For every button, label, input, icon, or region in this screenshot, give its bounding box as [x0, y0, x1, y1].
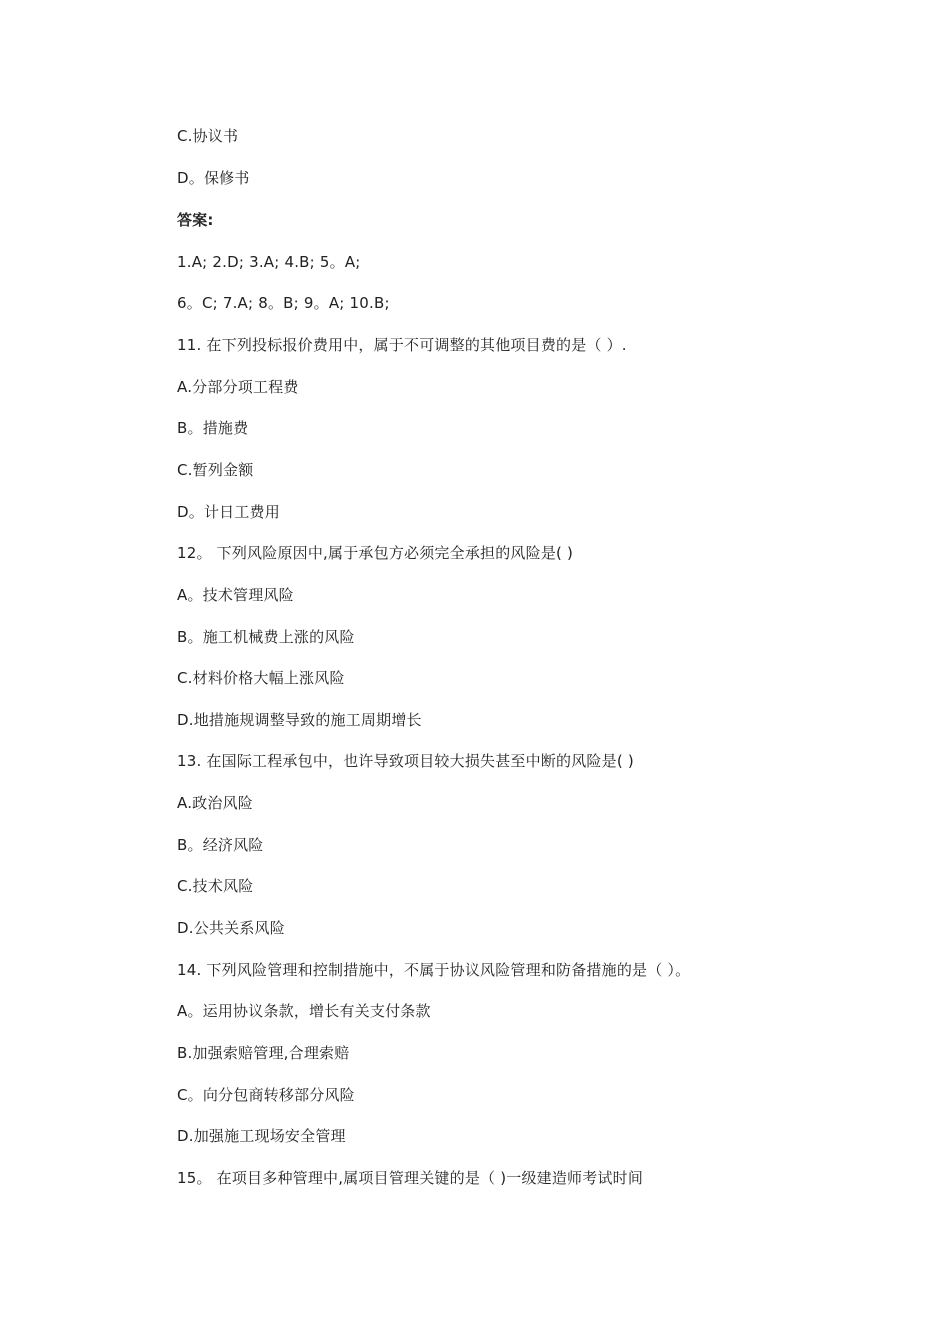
- question-13: 13. 在国际工程承包中，也许导致项目较大损失甚至中断的风险是( ): [177, 752, 634, 770]
- q14-option-a: A。运用协议条款，增长有关支付条款: [177, 1002, 431, 1020]
- q12-option-b: B。施工机械费上涨的风险: [177, 628, 355, 646]
- q12-option-d: D.地措施规调整导致的施工周期增长: [177, 711, 422, 729]
- option-c-agreement: C.协议书: [177, 127, 239, 145]
- question-11: 11. 在下列投标报价费用中，属于不可调整的其他项目费的是（ ）.: [177, 336, 627, 354]
- q14-option-d: D.加强施工现场安全管理: [177, 1127, 346, 1145]
- question-12: 12。 下列风险原因中,属于承包方必须完全承担的风险是( ): [177, 544, 574, 562]
- option-d-warranty: D。保修书: [177, 169, 250, 187]
- question-15: 15。 在项目多种管理中,属项目管理关键的是（ )一级建造师考试时间: [177, 1169, 644, 1187]
- q11-option-a: A.分部分项工程费: [177, 378, 299, 396]
- q14-option-c: C。向分包商转移部分风险: [177, 1086, 355, 1104]
- answers-row-1: 1.A; 2.D; 3.A; 4.B; 5。A;: [177, 253, 361, 271]
- q13-option-c: C.技术风险: [177, 877, 254, 895]
- q13-option-b: B。经济风险: [177, 836, 264, 854]
- q13-option-a: A.政治风险: [177, 794, 253, 812]
- q11-option-d: D。计日工费用: [177, 503, 280, 521]
- q13-option-d: D.公共关系风险: [177, 919, 285, 937]
- q11-option-b: B。措施费: [177, 419, 249, 437]
- answers-row-2: 6。C; 7.A; 8。B; 9。A; 10.B;: [177, 294, 390, 312]
- question-14: 14. 下列风险管理和控制措施中，不属于协议风险管理和防备措施的是（ ）。: [177, 961, 691, 979]
- answers-heading: 答案:: [177, 211, 214, 229]
- q14-option-b: B.加强索赔管理,合理索赔: [177, 1044, 350, 1062]
- q12-option-a: A。技术管理风险: [177, 586, 294, 604]
- q12-option-c: C.材料价格大幅上涨风险: [177, 669, 345, 687]
- q11-option-c: C.暂列金额: [177, 461, 254, 479]
